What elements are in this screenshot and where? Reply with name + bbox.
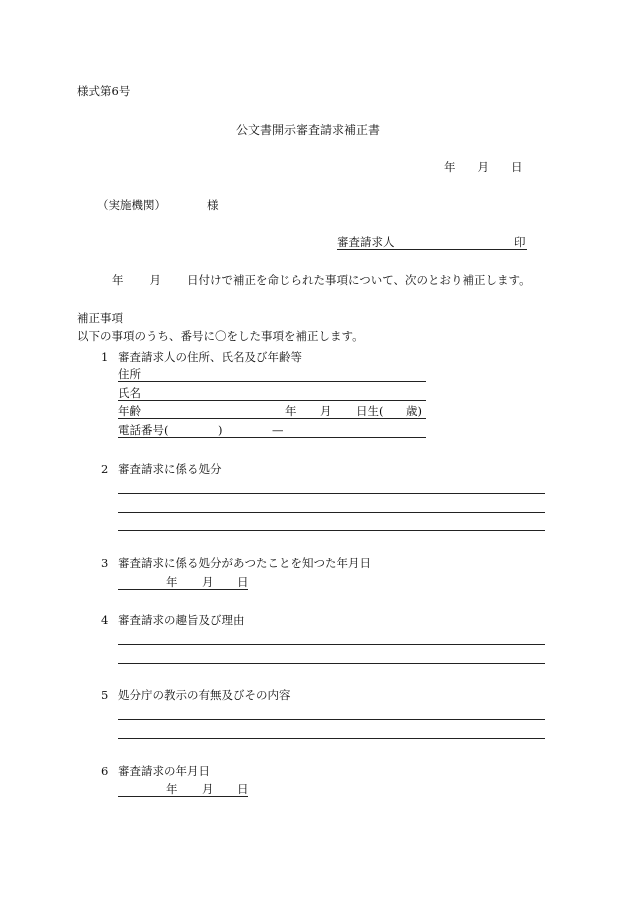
item-2-line-2: [118, 512, 545, 513]
phone-dash: —: [272, 423, 284, 437]
item-2-label: 審査請求に係る処分: [118, 462, 222, 476]
item-3-date-year: 年: [166, 575, 178, 589]
birth-month-label: 月: [320, 404, 332, 418]
item-4-line-2: [118, 663, 545, 664]
item-2-line-1: [118, 493, 545, 494]
age-label: 年齢: [118, 404, 141, 418]
item-4-number: 4: [101, 613, 109, 627]
requester-seal: 印: [514, 235, 526, 249]
name-label: 氏名: [118, 386, 141, 400]
instruction-text: 以下の事項のうち、番号に〇をした事項を補正します。: [77, 329, 364, 343]
item-6-date-month: 月: [202, 782, 214, 796]
recipient-agency: （実施機関）: [97, 198, 166, 212]
item-3-date-month: 月: [202, 575, 214, 589]
item-6-date-year: 年: [166, 782, 178, 796]
recipient-honorific: 様: [207, 198, 219, 212]
item-6-date-day: 日: [237, 782, 249, 796]
item-3-number: 3: [101, 556, 109, 570]
section-heading: 補正事項: [77, 311, 123, 325]
document-title: 公文書開示審査請求補正書: [236, 123, 381, 137]
item-1-number: 1: [101, 350, 109, 364]
date-year: 年: [444, 160, 456, 174]
intro-sentence: [112, 275, 531, 287]
address-line: [118, 381, 426, 382]
age-line: [118, 418, 426, 419]
item-6-date-line: [118, 796, 248, 797]
age-suffix-label: 歳): [406, 404, 422, 418]
requester-label: 審査請求人: [337, 235, 395, 249]
intro-year: 年: [112, 273, 124, 287]
item-5-number: 5: [101, 688, 109, 702]
item-3-label: 審査請求に係る処分があつたことを知つた年月日: [118, 556, 371, 570]
phone-label: 電話番号(: [118, 423, 169, 437]
intro-month: 月: [149, 273, 161, 287]
phone-close-paren: ): [218, 423, 223, 437]
item-5-line-1: [118, 719, 545, 720]
date-day: 日: [511, 160, 523, 174]
item-4-label: 審査請求の趣旨及び理由: [118, 613, 245, 627]
item-3-date-day: 日: [237, 575, 249, 589]
item-1-label: 審査請求人の住所、氏名及び年齢等: [118, 350, 302, 364]
form-number: 様式第6号: [77, 84, 131, 98]
item-2-number: 2: [101, 462, 109, 476]
phone-line: [118, 437, 426, 438]
address-label: 住所: [118, 367, 141, 381]
item-5-label: 処分庁の教示の有無及びその内容: [118, 688, 291, 702]
date-month: 月: [477, 160, 489, 174]
item-4-line-1: [118, 644, 545, 645]
item-5-line-2: [118, 738, 545, 739]
item-6-label: 審査請求の年月日: [118, 764, 210, 778]
birth-day-label: 日生(: [356, 404, 384, 418]
date-header: [444, 162, 523, 174]
item-6-number: 6: [101, 764, 109, 778]
item-3-date-line: [118, 589, 248, 590]
name-line: [118, 400, 426, 401]
item-2-line-3: [118, 530, 545, 531]
requester-signature-line: [337, 249, 527, 250]
intro-text: 日付けで補正を命じられた事項について、次のとおり補正します。: [187, 273, 531, 287]
birth-year-label: 年: [285, 404, 297, 418]
